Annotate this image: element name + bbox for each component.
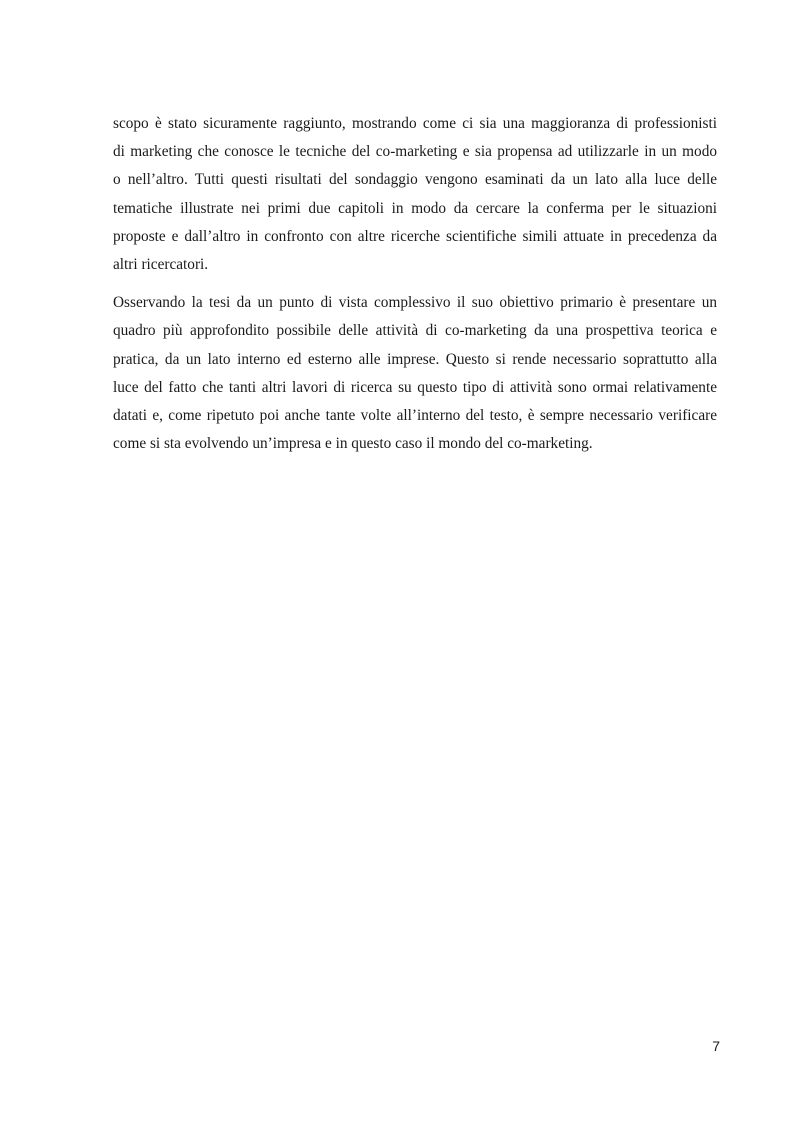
text-line: quadro più approfondito possibile delle attività di co-marketing da una prospettiva teorica e xyxy=(113,322,717,340)
text-line: come si sta evolvendo un’impresa e in questo caso il mondo del co-marketing. xyxy=(113,435,593,453)
text-line: o nell’altro. Tutti questi risultati del sondaggio vengono esaminati da un lato alla luce delle xyxy=(113,171,717,189)
text-line: tematiche illustrate nei primi due capitoli in modo da cercare la conferma per le situazioni xyxy=(113,199,717,217)
text-line: luce del fatto che tanti altri lavori di ricerca su questo tipo di attività sono ormai relativamente xyxy=(113,378,717,396)
text-line: proposte e dall’altro in confronto con altre ricerche scientifiche simili attuate in precedenza da xyxy=(113,227,717,245)
text-line: altri ricercatori. xyxy=(113,255,209,273)
body-text xyxy=(113,110,717,468)
text-line: datati e, come ripetuto poi anche tante volte all’interno del testo, è sempre necessario verificare xyxy=(113,406,717,424)
paragraph-1 xyxy=(113,110,717,279)
page-number: 7 xyxy=(712,1038,720,1054)
text-line: pratica, da un lato interno ed esterno alle imprese. Questo si rende necessario soprattutto alla xyxy=(113,350,717,368)
text-line: di marketing che conosce le tecniche del co-marketing e sia propensa ad utilizzarle in un modo xyxy=(113,143,717,161)
text-line: Osservando la tesi da un punto di vista complessivo il suo obiettivo primario è presentare un xyxy=(113,294,717,312)
text-line: scopo è stato sicuramente raggiunto, mostrando come ci sia una maggioranza di professionisti xyxy=(113,115,717,132)
paragraph-2 xyxy=(113,289,717,458)
